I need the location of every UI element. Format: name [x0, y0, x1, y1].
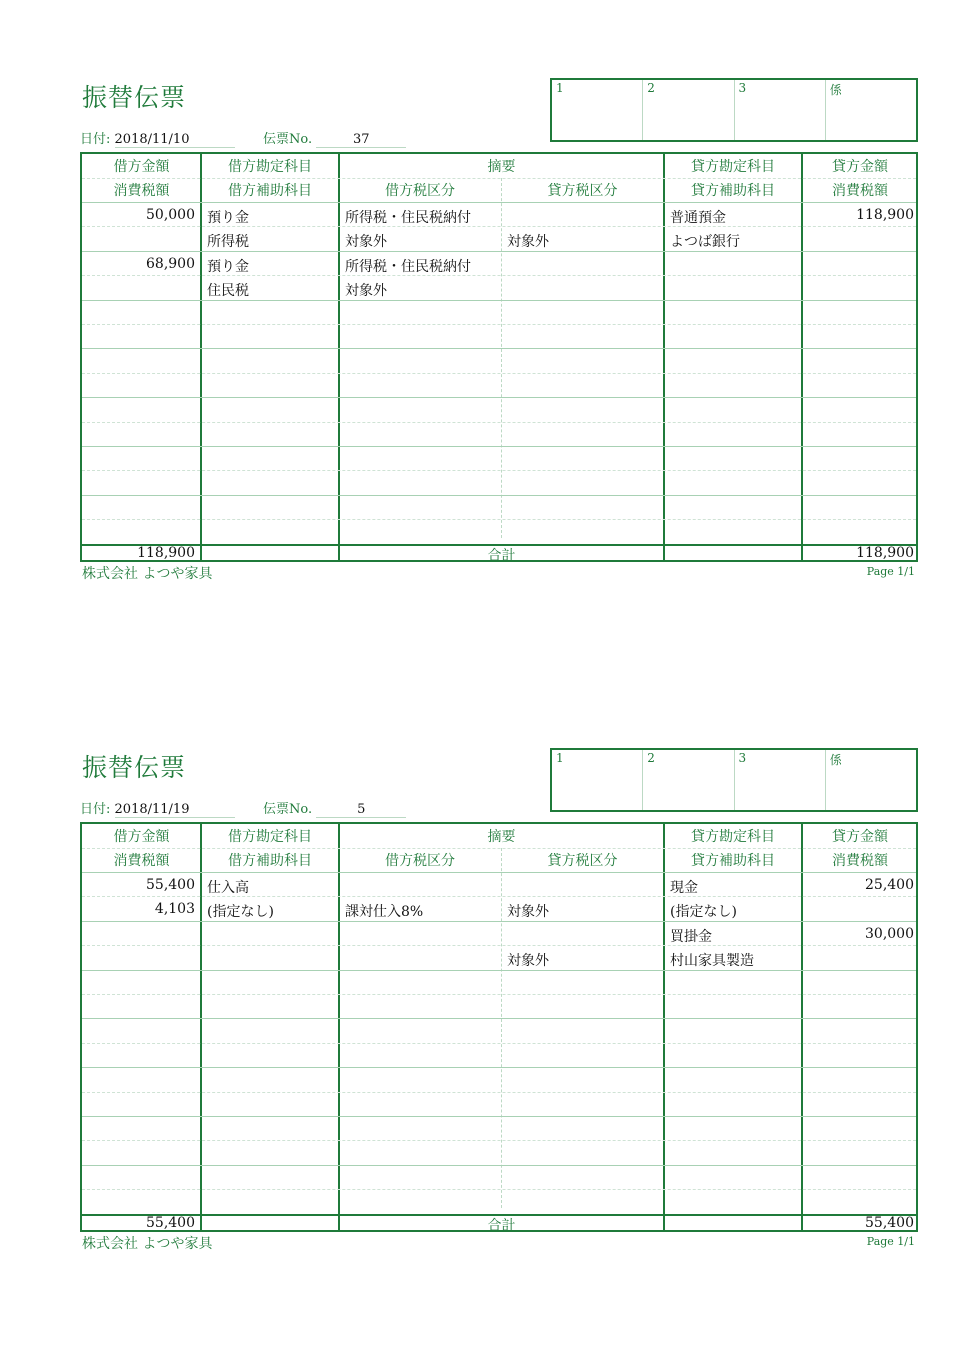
row-line [82, 519, 916, 520]
column-header: 消費税額 [832, 183, 888, 199]
no-label: 伝票No. [263, 132, 313, 147]
no-value: 5 [316, 802, 406, 818]
column-header: 貸方勘定科目 [691, 159, 775, 175]
cell-debit-account: 仕入高 [207, 880, 249, 896]
column-header: 消費税額 [832, 853, 888, 869]
cell-credit-account: (指定なし) [670, 904, 737, 921]
cell-credit-account: 現金 [670, 880, 698, 896]
company-name: 株式会社 よつや家具 [82, 1236, 213, 1252]
cell-credit-amount: 30,000 [865, 925, 914, 942]
voucher-title: 振替伝票 [82, 753, 187, 782]
row-line [82, 373, 916, 374]
column-header: 借方税区分 [385, 183, 455, 199]
column-header: 貸方補助科目 [691, 853, 775, 869]
cell-credit-taxcat: 対象外 [507, 953, 549, 970]
cell-credit-account: 村山家具製造 [670, 953, 754, 970]
approval-box [550, 748, 918, 812]
cell-summary: 所得税・住民税納付 [345, 210, 471, 226]
company-name: 株式会社 よつや家具 [82, 566, 213, 582]
cell-credit-amount: 25,400 [865, 877, 914, 893]
column-header: 借方金額 [113, 159, 170, 175]
total-credit: 118,900 [856, 544, 914, 561]
row-line [82, 446, 916, 447]
column-header: 借方金額 [113, 829, 170, 845]
column-header: 消費税額 [113, 183, 170, 199]
column-divider [663, 824, 665, 1230]
approval-cell-1: 1 [552, 80, 643, 140]
approval-cell-1: 1 [552, 750, 643, 810]
date-value: 2018/11/19 [115, 802, 235, 818]
row-line [82, 1092, 916, 1093]
total-debit: 118,900 [137, 544, 195, 561]
cell-summary: 所得税・住民税納付 [345, 258, 471, 275]
cell-credit-amount: 118,900 [856, 207, 914, 223]
approval-box [550, 78, 918, 142]
cell-debit-taxcat: 対象外 [345, 234, 387, 251]
cell-debit-account: 所得税 [207, 234, 249, 251]
cell-credit-account: 買掛金 [670, 928, 712, 945]
row-line [82, 1018, 916, 1019]
voucher-2 [0, 748, 965, 1268]
column-header: 摘要 [487, 159, 516, 175]
column-header: 貸方補助科目 [691, 183, 775, 199]
date-label: 日付: [80, 802, 111, 817]
cell-debit-account: 住民税 [207, 283, 249, 300]
column-header: 借方補助科目 [228, 853, 312, 869]
cell-credit-account: よつば銀行 [670, 234, 740, 251]
row-line [82, 1067, 916, 1068]
row-line [82, 1165, 916, 1166]
page-number: Page 1/1 [866, 1235, 915, 1248]
header-bottom-line [82, 872, 916, 873]
column-divider [801, 824, 803, 1230]
cell-debit-amount: 50,000 [146, 207, 195, 223]
column-header: 借方勘定科目 [228, 159, 312, 175]
row-line [82, 1116, 916, 1117]
row-line [82, 397, 916, 398]
row-line [82, 1189, 916, 1190]
column-header: 借方税区分 [385, 853, 455, 869]
row-line [82, 495, 916, 496]
header-divider [82, 178, 916, 179]
column-divider [663, 154, 665, 560]
page-number: Page 1/1 [866, 565, 915, 578]
total-label: 合計 [487, 1217, 516, 1234]
approval-cell-clerk: 係 [829, 83, 842, 97]
column-header: 貸方金額 [832, 829, 888, 845]
row-line [82, 348, 916, 349]
voucher-meta [80, 128, 370, 148]
header-bottom-line [82, 202, 916, 203]
date-label: 日付: [80, 132, 111, 147]
approval-cell-3: 3 [735, 750, 826, 810]
no-value: 37 [316, 132, 406, 148]
cell-debit-account: 預り金 [207, 210, 249, 226]
cell-credit-account: 普通預金 [670, 210, 726, 226]
cell-debit-taxcat: 課対仕入8% [345, 904, 424, 921]
row-line [82, 324, 916, 325]
cell-debit-taxcat: 対象外 [345, 283, 387, 300]
column-header: 貸方税区分 [547, 183, 618, 199]
column-divider [200, 824, 202, 1230]
date-value: 2018/11/10 [115, 132, 235, 148]
column-header: 摘要 [487, 829, 516, 845]
column-header: 貸方勘定科目 [691, 829, 775, 845]
column-divider [338, 824, 340, 1230]
column-divider-dashed [501, 178, 502, 538]
no-label: 伝票No. [263, 802, 313, 817]
header-divider [82, 848, 916, 849]
column-divider [200, 154, 202, 560]
total-label: 合計 [487, 547, 516, 564]
column-header: 借方勘定科目 [228, 829, 312, 845]
column-divider-dashed [501, 848, 502, 1208]
cell-debit-account: 預り金 [207, 258, 249, 275]
column-divider [801, 154, 803, 560]
voucher-title: 振替伝票 [82, 83, 187, 112]
row-line [82, 994, 916, 995]
approval-cell-2: 2 [643, 80, 734, 140]
cell-debit-amount: 68,900 [146, 255, 195, 272]
row-line [82, 470, 916, 471]
approval-cell-2: 2 [643, 750, 734, 810]
approval-cell-clerk: 係 [829, 753, 842, 767]
entry-table [80, 152, 918, 562]
column-header: 貸方金額 [832, 159, 888, 175]
total-debit: 55,400 [146, 1214, 195, 1231]
row-line [82, 1043, 916, 1044]
cell-debit-amount: 55,400 [146, 877, 195, 893]
entry-table [80, 822, 918, 1232]
column-header: 消費税額 [113, 853, 170, 869]
approval-cell-3: 3 [735, 80, 826, 140]
column-divider [338, 154, 340, 560]
row-line [82, 422, 916, 423]
cell-debit-amount: 4,103 [154, 901, 195, 918]
cell-debit-account: (指定なし) [207, 904, 274, 921]
voucher-1 [0, 78, 965, 598]
column-header: 貸方税区分 [547, 853, 618, 869]
row-line [82, 1140, 916, 1141]
total-credit: 55,400 [865, 1214, 914, 1231]
cell-credit-taxcat: 対象外 [507, 904, 549, 921]
voucher-meta [80, 798, 366, 818]
cell-credit-taxcat: 対象外 [507, 234, 549, 251]
column-header: 借方補助科目 [228, 183, 312, 199]
